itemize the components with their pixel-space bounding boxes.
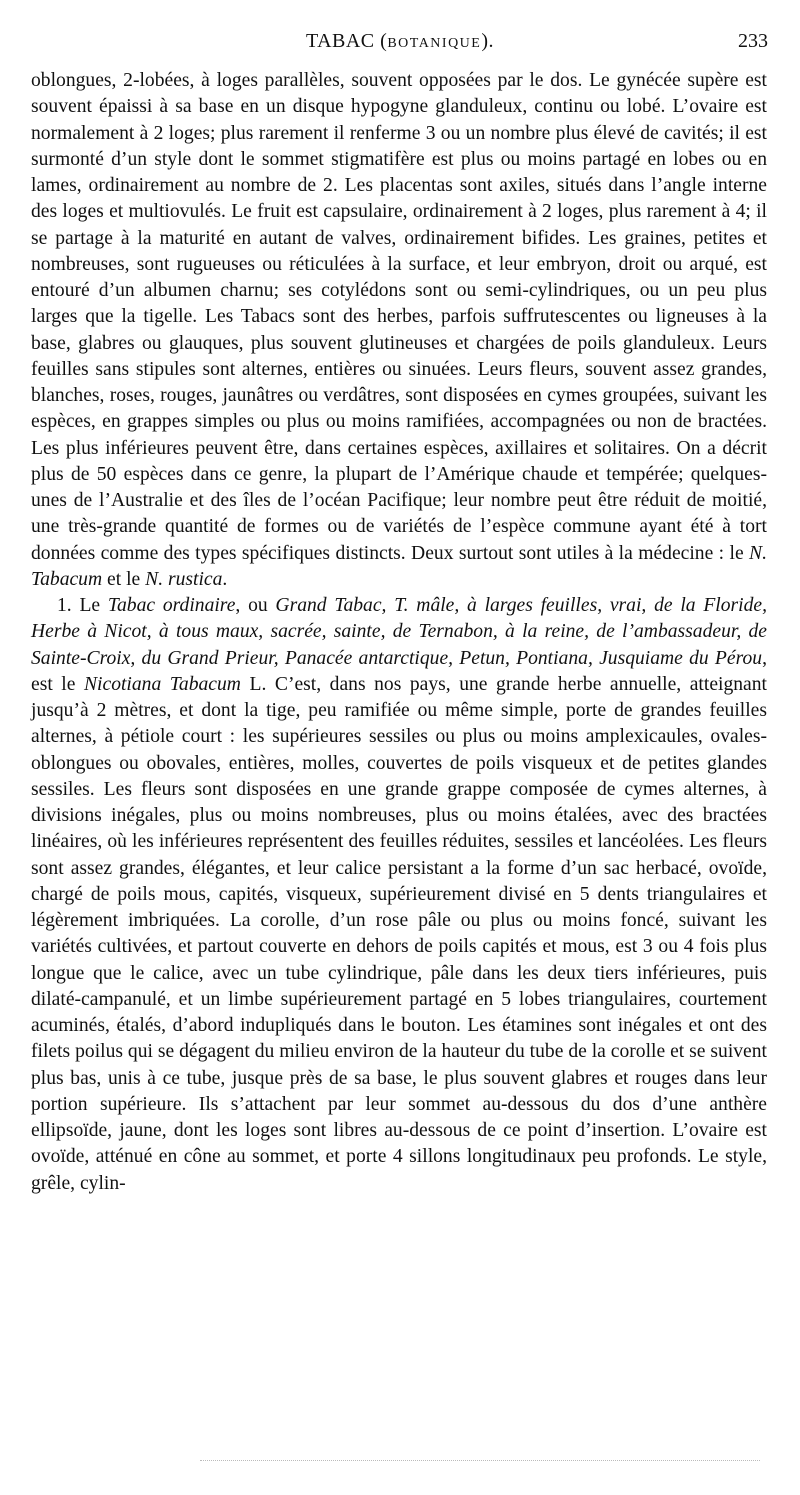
paragraph-1-end: . xyxy=(222,568,228,590)
running-title-main: TABAC ( xyxy=(305,30,388,52)
running-title xyxy=(32,30,768,53)
paragraph-2-connector-c: , est le xyxy=(31,647,767,695)
paragraph-2-text: L. C’est, dans nos pays, une grande herbe annuelle, atteignant jusqu’à 2 mètres, et dont la tige, peu ramifiée ou même simple, porte de grandes feuilles alternes, à pétiole court : les supérieures sessiles ou plus ou moins amplexicaules, ovales-oblongues ou obovales, entières, molles, couvertes de poils visqueux et de petites glandes sessiles. Les fleurs sont disposées en une grande grappe composée de cymes alternes, à divisions inégales, plus ou moins nombreuses, plus ou moins étalées, avec des bractées linéaires, où les inférieures représentent des feuilles réduites, sessiles et lancéolées. Les fleurs sont assez grandes, élégantes, et leur calice persistant a la forme d’un sac herbacé, ovoïde, chargé de poils mous, capités, visqueux, supérieurement divisé en 5 dents triangulaires et légèrement imbriquées. La corolle, d’un rose pâle ou plus ou moins foncé, suivant les variétés cultivées, et partout couverte en dehors de poils capités et mous, est 3 ou 4 fois plus longue que le calice, avec un tube cylindrique, pâle dans les deux tiers inférieures, puis dilaté-campanulé, et un limbe supérieurement partagé en 5 lobes triangulaires, courtement acuminés, étalés, d’abord indupliqués dans le bouton. Les étamines sont inégales et ont des filets poilus qui se dégagent du milieu environ de la hauteur du tube de la corolle et se suivent plus bas, unis à ce tube, jusque près de sa base, le plus souvent glabres et rouges dans leur portion supérieure. Ils s’attachent par leur sommet au-dessous du dos d’une anthère ellipsoïde, jaune, dont les loges sont libres au-dessous de ce point d’insertion. L’ovaire est ovoïde, atténué en cône au sommet, et porte 4 sillons longitudinaux peu profonds. Le style, grêle, cylin- xyxy=(31,673,767,1194)
scientific-name: Nicotiana Tabacum xyxy=(83,673,241,695)
paragraph-1-connector: et le xyxy=(102,568,146,590)
page-number: 233 xyxy=(738,30,768,52)
species-name-tabacum: N. Tabacum xyxy=(31,542,767,590)
paragraph-tabac-ordinaire xyxy=(31,593,767,1197)
article-body xyxy=(31,68,767,1197)
common-name-main: Tabac ordinaire xyxy=(107,595,236,616)
footer-scan-marks xyxy=(200,1460,760,1463)
paragraph-2-number: 1. Le xyxy=(57,595,108,616)
running-title-small-caps: BOTANIQUE xyxy=(387,36,482,51)
paragraph-1-text: oblongues, 2-lobées, à loges parallèles, souvent opposées par le dos. Le gynécée supère est souvent épaissi à sa base en un disque hypogyne glanduleux, continu ou lobé. L’ovaire est normalement à 2 loges; plus rarement il renferme 3 ou un nombre plus élevé de cavités; il est surmonté d’un style dont le sommet stigmatifère est plus ou moins partagé en lobes ou en lames, ordinairement au nombre de 2. Les placentas sont axiles, situés dans l’angle interne des loges et multiovulés. Le fruit est capsulaire, ordinairement à 2 loges, plus rarement à 4; il se partage à la maturité en autant de valves, ordinairement bifides. Les graines, petites et nombreuses, sont rugueuses ou réticulées à la surface, et leur embryon, droit ou arqué, est entouré d’un albumen charnu; ses cotylédons sont ou semi-cylindriques, ou un peu plus larges que la tigelle. Les Tabacs sont des herbes, parfois suffrutescentes ou ligneuses à la base, glabres ou glauques, plus souvent glutineuses et chargées de poils glanduleux. Leurs feuilles sans stipules sont alternes, entières ou sinuées. Leurs fleurs, souvent assez grandes, blanches, roses, rouges, jaunâtres ou verdâtres, sont disposées en cymes groupées, suivant les espèces, en grappes simples ou plus ou moins ramifiées, accompagnées ou non de bractées. Les plus inférieures peuvent être, dans certaines espèces, axillaires et solitaires. On a décrit plus de 50 espèces dans ce genre, la plupart de l’Amérique chaude et tempérée; quelques-unes de l’Australie et des îles de l’océan Pacifique; leur nombre peut être réduit de moitié, une très-grande quantité de formes ou de variétés de l’espèce commune ayant été à tort données comme des types spécifiques distincts. Deux surtout sont utiles à la médecine : le xyxy=(31,70,767,564)
page-header xyxy=(32,30,768,60)
species-name-rustica: N. rustica xyxy=(145,568,223,590)
common-names-list: Grand Tabac, T. mâle, à larges feuilles, vrai, de la Floride, Herbe à Nicot, à tous maux, sacrée, sainte, de Ternabon, à la reine, de l’ambassadeur, de Sainte-Croix, du Grand Prieur, Panacée antarctique, Petun, Pontiana, Jusquiame du Pérou xyxy=(31,595,767,669)
paragraph-genus-description xyxy=(31,68,767,593)
paragraph-2-connector-a: , ou xyxy=(235,595,276,616)
running-title-end: ). xyxy=(481,30,495,52)
